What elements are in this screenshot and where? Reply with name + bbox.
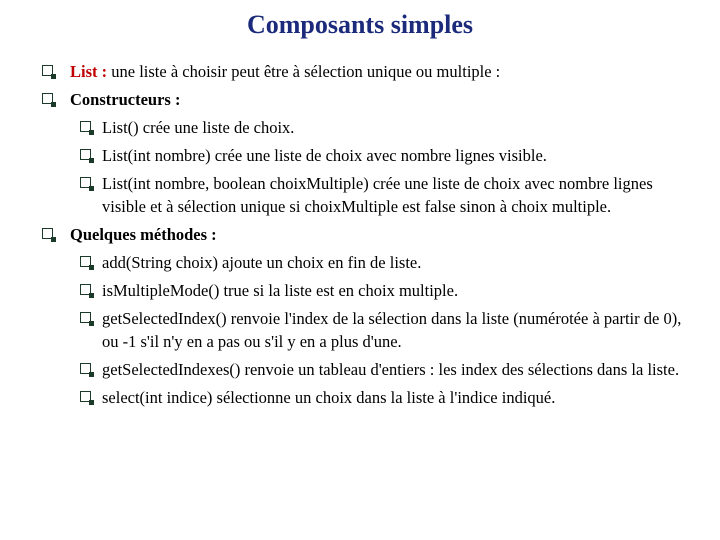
square-bullet-icon: [80, 121, 91, 132]
constructeurs-label: Constructeurs :: [70, 90, 181, 109]
constructeur-text: List(int nombre) crée une liste de choix avec nombre lignes visible.: [102, 146, 547, 165]
methodes-label: Quelques méthodes :: [70, 225, 217, 244]
list-item: [42, 386, 692, 409]
list-item: [42, 172, 692, 218]
list-item: [42, 144, 692, 167]
list-description: une liste à choisir peut être à sélection unique ou multiple :: [107, 62, 501, 81]
list-item: [42, 307, 692, 353]
square-bullet-icon: [42, 65, 53, 76]
methode-text: getSelectedIndex() renvoie l'index de la sélection dans la liste (numérotée à partir de 0), ou -1 s'il n'y en a pas ou s'il y en a plus d'une.: [102, 309, 682, 351]
methode-text: getSelectedIndexes() renvoie un tableau d'entiers : les index des sélections dans la liste.: [102, 360, 680, 379]
slide-content: [42, 60, 692, 414]
square-bullet-icon: [80, 391, 91, 402]
list-item-constructeurs: [42, 88, 692, 111]
list-item: [42, 251, 692, 274]
slide-title: Composants simples: [246, 10, 474, 39]
square-bullet-icon: [80, 312, 91, 323]
list-item: [42, 279, 692, 302]
square-bullet-icon: [80, 284, 91, 295]
constructeur-text: List(int nombre, boolean choixMultiple) crée une liste de choix avec nombre lignes visible et à sélection unique si choixMultiple est false sinon à choix multiple.: [102, 174, 653, 216]
constructeur-text: List() crée une liste de choix.: [102, 118, 295, 137]
methode-text: add(String choix) ajoute un choix en fin de liste.: [102, 253, 422, 272]
square-bullet-icon: [42, 228, 53, 239]
list-item-methodes: [42, 223, 692, 246]
methode-text: select(int indice) sélectionne un choix dans la liste à l'indice indiqué.: [102, 388, 556, 407]
square-bullet-icon: [80, 177, 91, 188]
square-bullet-icon: [80, 256, 91, 267]
list-item: [42, 358, 692, 381]
square-bullet-icon: [80, 363, 91, 374]
square-bullet-icon: [42, 93, 53, 104]
list-item-list: [42, 60, 692, 83]
list-label: List :: [70, 62, 108, 81]
square-bullet-icon: [80, 149, 91, 160]
list-item: [42, 116, 692, 139]
methode-text: isMultipleMode() true si la liste est en choix multiple.: [102, 281, 459, 300]
